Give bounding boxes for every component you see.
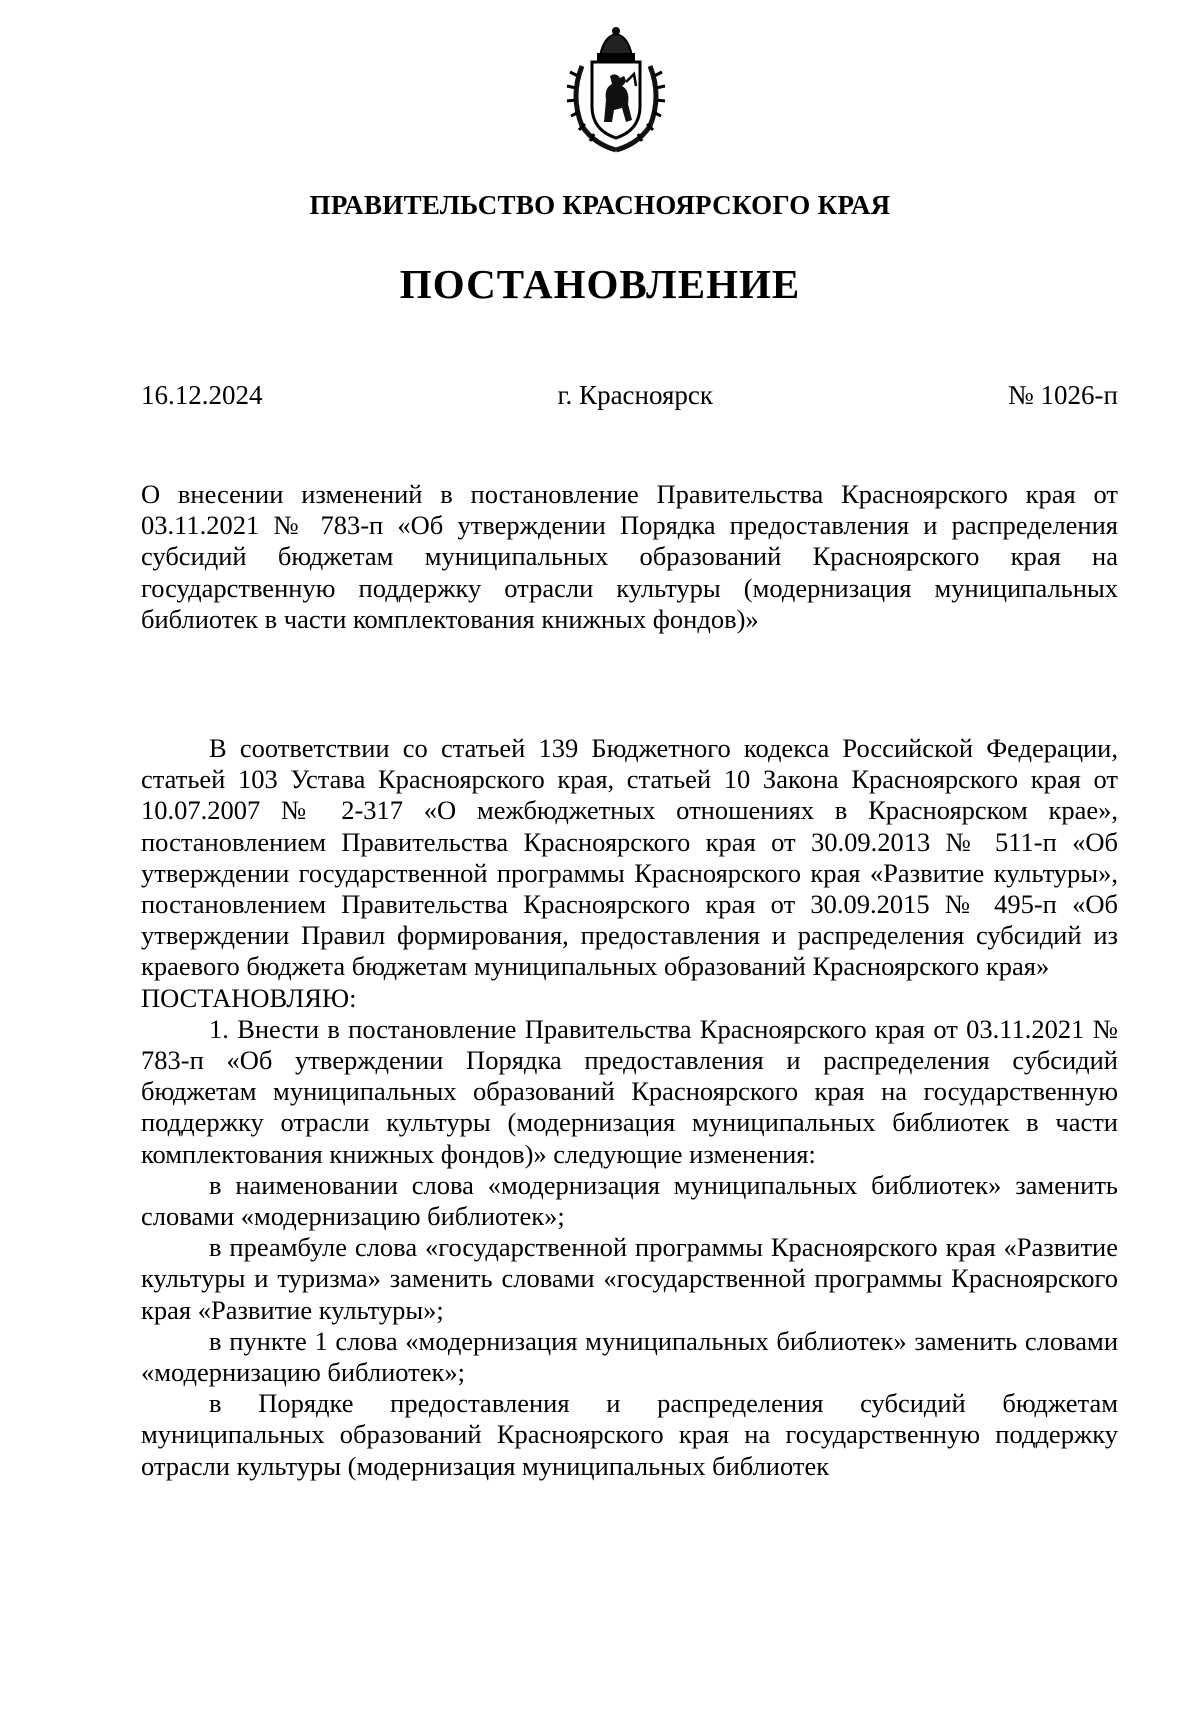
decree-word: ПОСТАНОВЛЯЮ: — [141, 982, 357, 1013]
item-paragraph: 1. Внести в постановление Правительства Красноярского края от 03.11.2021 № 783-п «Об утверждении Порядка предоставления и распределения субсидий бюджетам муниципальных образований Красноярского края на государственную поддержку отрасли культуры (модернизация муниципальных библиотек в части комплектования книжных фондов)» следующие изменения: — [141, 1013, 1118, 1169]
document-meta — [141, 380, 1118, 411]
document-body — [141, 733, 1118, 1482]
coat-of-arms-icon — [560, 26, 672, 156]
item-paragraph: в преамбуле слова «государственной программы Красноярского края «Развитие культуры и туризма» заменить словами «государственной программы Красноярского края «Развитие культуры»; — [141, 1232, 1118, 1325]
preamble-paragraph: В соответствии со статьей 139 Бюджетного кодекса Российской Федерации, статьей 103 Устава Красноярского края, статьей 10 Закона Красноярского края от 10.07.2007 № 2-317 «О межбюджетных отношениях в Красноярском крае», постановлением Правительства Красноярского края от 30.09.2013 № 511-п «Об утверждении государственной программы Красноярского края «Развитие культуры», постановлением Правительства Красноярского края от 30.09.2015 № 495-п «Об утверждении Правил формирования, предоставления и распределения субсидий из краевого бюджета бюджетам муниципальных образований Красноярского края» — [141, 733, 1118, 982]
document-number: № 1026-п — [1008, 380, 1118, 410]
subject-text: О внесении изменений в постановление Правительства Красноярского края от 03.11.2021 № 783-п «Об утверждении Порядка предоставления и распределения субсидий бюджетам муниципальных образований Красноярского края на государственную поддержку отрасли культуры (модернизация муниципальных библиотек в части комплектования книжных фондов)» — [141, 479, 1118, 634]
item-paragraph: в пункте 1 слова «модернизация муниципальных библиотек» заменить словами «модернизацию библиотек»; — [141, 1325, 1118, 1388]
document-date: 16.12.2024 — [141, 380, 263, 410]
item-paragraph: в Порядке предоставления и распределения субсидий бюджетам муниципальных образований Красноярского края на государственную поддержку отрасли культуры (модернизация муниципальных библиотек — [141, 1388, 1118, 1481]
document-city: г. Красноярск — [557, 380, 713, 410]
document-type-title: ПОСТАНОВЛЕНИЕ — [399, 261, 801, 307]
document-subject — [141, 479, 1118, 635]
organization-title: ПРАВИТЕЛЬСТВО КРАСНОЯРСКОГО КРАЯ — [309, 190, 891, 220]
item-paragraph: в наименовании слова «модернизация муниципальных библиотек» заменить словами «модернизацию библиотек»; — [141, 1169, 1118, 1232]
